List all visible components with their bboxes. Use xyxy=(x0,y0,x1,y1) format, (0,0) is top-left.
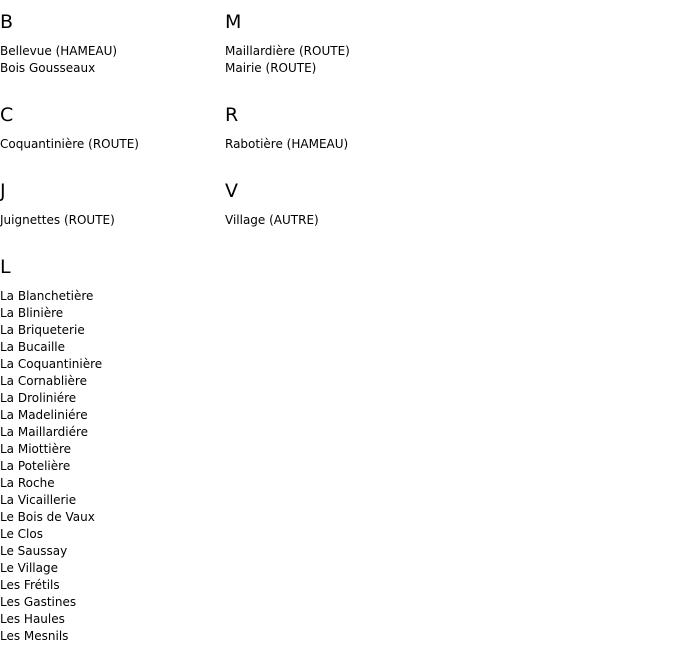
letter-heading: J xyxy=(0,180,6,202)
street-link[interactable]: La Droliniére xyxy=(0,391,77,405)
street-link[interactable]: Les Haules xyxy=(0,612,65,626)
street-link[interactable]: Rabotière (HAMEAU) xyxy=(225,137,349,151)
street-link[interactable]: Les Mesnils xyxy=(0,629,69,643)
letter-heading: M xyxy=(225,11,242,33)
letter-heading: L xyxy=(0,256,11,278)
street-link[interactable]: Village (AUTRE) xyxy=(225,213,319,227)
street-link[interactable]: Les Frétils xyxy=(0,578,60,592)
street-link[interactable]: Le Saussay xyxy=(0,544,68,558)
street-link[interactable]: La Blinière xyxy=(0,306,64,320)
street-link[interactable]: La Potelière xyxy=(0,459,71,473)
street-link[interactable]: La Coquantinière xyxy=(0,357,103,371)
street-link[interactable]: Coquantinière (ROUTE) xyxy=(0,137,139,151)
street-list xyxy=(0,278,220,645)
street-link[interactable]: La Madeliniére xyxy=(0,408,88,422)
street-link[interactable]: Maillardière (ROUTE) xyxy=(225,44,350,58)
street-link[interactable]: La Blanchetière xyxy=(0,289,94,303)
street-link[interactable]: Mairie (ROUTE) xyxy=(225,61,317,75)
letter-group-v xyxy=(225,169,445,229)
letter-heading: V xyxy=(225,180,238,202)
street-link[interactable]: La Bucaille xyxy=(0,340,66,354)
street-link[interactable]: Le Village xyxy=(0,561,58,575)
letter-group-c xyxy=(0,93,220,153)
letter-group-m xyxy=(225,0,445,77)
street-index-left-column xyxy=(0,0,220,645)
letter-group-l xyxy=(0,245,220,645)
street-list xyxy=(225,33,445,77)
street-index-right-column xyxy=(225,0,445,229)
street-link[interactable]: Bois Gousseaux xyxy=(0,61,96,75)
street-link[interactable]: Bellevue (HAMEAU) xyxy=(0,44,118,58)
street-link[interactable]: Le Bois de Vaux xyxy=(0,510,95,524)
letter-heading: C xyxy=(0,104,14,126)
letter-group-b xyxy=(0,0,220,77)
street-link[interactable]: La Cornablière xyxy=(0,374,87,388)
street-list xyxy=(0,33,220,77)
street-link[interactable]: La Maillardiére xyxy=(0,425,89,439)
street-list xyxy=(0,202,220,229)
letter-heading: R xyxy=(225,104,239,126)
letter-heading: B xyxy=(0,11,14,33)
street-link[interactable]: La Miottière xyxy=(0,442,72,456)
street-list xyxy=(0,126,220,153)
street-link[interactable]: La Vicaillerie xyxy=(0,493,77,507)
street-list xyxy=(225,202,445,229)
letter-group-j xyxy=(0,169,220,229)
street-list xyxy=(225,126,445,153)
street-link[interactable]: Le Clos xyxy=(0,527,43,541)
street-link[interactable]: Juignettes (ROUTE) xyxy=(0,213,115,227)
letter-group-r xyxy=(225,93,445,153)
street-link[interactable]: Les Gastines xyxy=(0,595,77,609)
street-link[interactable]: La Roche xyxy=(0,476,55,490)
street-link[interactable]: La Briqueterie xyxy=(0,323,85,337)
